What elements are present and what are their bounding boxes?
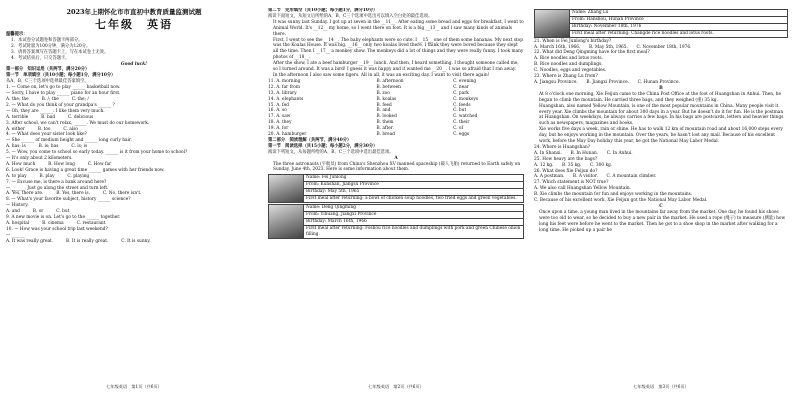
- option-c: C. of: [453, 126, 464, 132]
- option-a: 11. A. morning: [268, 78, 301, 84]
- option-b: B. koalas: [376, 96, 397, 102]
- question-line: 4. — What does your sister look like?: [6, 132, 87, 138]
- question-line: — Oh, they are ______. I like them very much.: [6, 108, 105, 114]
- option-c: C. but: [453, 108, 467, 114]
- question-line: A. A postman. B. A visitor. C. A mountain climber.: [534, 174, 657, 180]
- question-line: 10. — How was your school trip last weekend?: [6, 226, 108, 232]
- cloze-paragraph: It was sunny last Sunday. I got up at seven in the __11__. After eating some bread and eggs for breakfast, I went to Animal World. It's __12__ my home, so I went there on foot. It is a big __13__ and I saw many kinds of animals there.: [273, 19, 524, 37]
- astronaut-card-fei: [268, 174, 524, 203]
- option-a: 15. A. fed: [268, 102, 289, 108]
- question-line: — She ______ of medium height and ______ long curly hair.: [6, 138, 132, 144]
- passage-a-intro: The three astronauts (宇航员) from China's Shenzhou XV manned spaceship (载人飞船) returned to Earth safely on Sunday, June 4th, 2023. Here is some information about them.: [273, 161, 521, 173]
- section2-heading: 第二节 完形填空（共10小题；每小题1分，满分10分）: [268, 8, 378, 13]
- question-line: 22. What did Deng Qingming have for the first meal?: [534, 50, 650, 56]
- question-line: A. has; is B. is; has C. is; is: [6, 144, 88, 150]
- grade-subject: 七年级 英语: [95, 18, 173, 31]
- part1-heading: 第一部分 知识运用（共两节，满分20分）: [6, 67, 90, 73]
- question-line: A. either B. too C. also: [6, 126, 79, 132]
- option-a: 19. A. for: [268, 126, 289, 132]
- question-line: A. Rice noodles and lotus roots.: [534, 56, 603, 62]
- notice-item: 2．考试时量为100分钟，满分为120分。: [11, 43, 91, 49]
- question-line: 9. A new movie is on. Let's go to the ______ together.: [6, 215, 121, 221]
- option-c: C. near: [453, 84, 469, 90]
- card-birthday: Birthday: November 18th, 1976: [570, 24, 787, 31]
- question-line: — ______. Just go along the street and turn left.: [6, 185, 109, 191]
- option-b: B. feed: [376, 102, 392, 108]
- option-b: B. looked: [376, 114, 397, 120]
- option-a: 20. A. hamburger: [268, 132, 307, 138]
- question-line: A. Jiangsu Province. B. Jiangxi Province. C. Hunan Province.: [534, 79, 680, 85]
- option-b: B. zoo: [376, 90, 390, 96]
- question-line: 25. How heavy are the bags?: [534, 156, 598, 162]
- question-line: — History.: [6, 203, 29, 209]
- option-c: C. evening: [453, 78, 477, 84]
- option-b: B. after: [376, 126, 393, 132]
- question-line: — Sorry, I have to play ______ piano for an hour first.: [6, 91, 121, 97]
- option-b: B. between: [376, 84, 401, 90]
- question-line: A. In Shanxi. B. In Hunan. C. In Anhui.: [534, 150, 633, 156]
- astronaut-card-deng: [268, 204, 524, 239]
- page-1: [6, 8, 262, 393]
- question-line: 5. — Wow, you come to school so early today. ______ is it from your home to school?: [6, 150, 188, 156]
- question-line: A. We also call Huangshan Yellow Mountain.: [534, 186, 631, 192]
- cloze-options: [268, 79, 524, 138]
- section3-heading: 第一节 阅读选择（共15小题；每小题2分，满分30分）: [268, 143, 378, 149]
- card-from: From: Kunshan, Jiangsu Province: [304, 182, 523, 189]
- section2-instruction: 阅读下面短文，从短文后所给的A、B、C三个选项中选出可以填入空白处的最佳选项。: [268, 13, 433, 19]
- card-meal: First meal after returning: Changde rice noodles and lotus roots.: [572, 30, 714, 36]
- question-line: 8. — What's your favorite subject, history ______ science?: [6, 197, 131, 203]
- exam-title: 2023年上期怀化市市直初中教育质量监测试题: [66, 8, 202, 16]
- question-line: 1. — Come on, let's go to play ______ basketball now.: [6, 85, 121, 91]
- page-2: [268, 8, 524, 393]
- option-c: C. feeds: [453, 102, 471, 108]
- option-c: C. monkeys: [453, 96, 479, 102]
- question-line: B. Xie climbs the mountain for fun and enjoys working in the mountains.: [534, 192, 693, 198]
- question-line: A. the; the B. /; the C. the; /: [6, 96, 89, 102]
- question-line: A. It was really great. B. It is really great. C. It is sunny.: [6, 238, 151, 244]
- question-line: 7. — Excuse me, is there a bank around here?: [6, 179, 107, 185]
- question-line: A. hospital B. cinema C. restaurant: [6, 221, 106, 226]
- section3-instruction: 阅读下列短文，从每题所给的A、B、C三个选项中选出最佳选项。: [268, 149, 394, 155]
- option-a: 14. A. elephants: [268, 96, 304, 102]
- option-a: 17. A. saw: [268, 114, 291, 120]
- cloze-paragraph: In the afternoon I also saw some tigers. All in all, it was an exciting day. I want to visit there again!: [273, 72, 490, 78]
- page-footer: 七年级英语 第1页（共6页）: [106, 384, 162, 390]
- astronaut-card-zhang: [534, 9, 788, 38]
- astronaut-photo: [269, 175, 304, 202]
- option-b: B. afternoon: [376, 78, 404, 84]
- question-line: B. Rice noodles and dumplings.: [534, 62, 603, 68]
- question-line: A. to play B. play C. playing: [6, 173, 90, 179]
- card-meal: First meal after returning: a bowl of chicken soup noodles, two fried eggs and green vegetables.: [306, 196, 517, 202]
- option-b: B. and: [376, 108, 391, 114]
- notice-item: 4．考试结束后，只交答题卡。: [11, 55, 70, 61]
- astronaut-photo: [535, 10, 570, 37]
- passage-b-paragraph: Huangshan, also named Yellow Mountain, is one of the most popular mountains in China. Many people visit it every year. Xie climbs the mountain for about 300 days in a year. But he doesn't do it for fun. He is the postman at Huangshan. On weekdays, he always carries a few bags. In his bags are postcards, letters and heavier things such as newspapers, magazines and books.: [539, 103, 784, 127]
- option-a: 18. A. they: [268, 120, 292, 126]
- astronaut-photo: [269, 205, 304, 238]
- question-line: C. Because of his excellent work, Xie Feijun got the National May Labor Medal.: [534, 198, 708, 204]
- card-name: Name: Deng Qingming: [304, 205, 523, 212]
- notice-item: 1．本试卷分试题卷和答题卡两部分。: [11, 37, 83, 43]
- part2-heading: 第二部分 阅读理解（共两节，满分40分）: [268, 137, 352, 143]
- option-c: C. eggs: [453, 132, 470, 138]
- cloze-paragraph: After the show, I ate a beef hamburger __19__ lunch. And then, I heard something. I thought someone called me, so I turned around. It was a bird! I guess it was happy and it wanted me __20__. I was so afraid that I ran away.: [273, 61, 519, 73]
- notice-heading: 温馨提示：: [6, 32, 28, 37]
- card-from: From: Yihuang, Jiangxi Province: [304, 212, 523, 219]
- question-line: 23. Where is Zhang Lu from?: [534, 74, 598, 80]
- section1-instruction: 从A、B、C三个选项中选择最佳答案填空。: [6, 79, 89, 85]
- question-line: — It's only about 2 kilometers.: [6, 156, 73, 162]
- passage-b-paragraph: Xie works five days a week, rain or shine. He has to walk 12 km of mountain road and about 16,000 steps every day, but he enjoys working in the mountain. Over the years, he hasn't lost any mail. Because of his excellent work, before the May Day holiday this year, he got the National May Labor Medal.: [539, 127, 783, 145]
- page-3: [534, 8, 788, 393]
- passage-b-paragraph: At 8 o'clock one morning, Xie Feijun came to the China Post Office at the foot of Huangshan in Anhui. Then, he began to climb the mountain. He carried three bags, and they weighed (重) 35 kg.: [539, 91, 782, 103]
- option-a: 13. A. library: [268, 90, 297, 96]
- passage-b-label: B: [659, 85, 663, 91]
- question-line: 24. Where is Huangshan?: [534, 144, 591, 150]
- option-c: C. their: [453, 120, 470, 126]
- option-c: C. park: [453, 90, 469, 96]
- section1-heading: 第一节 单项填空（共10小题；每小题1分，满分10分）: [6, 73, 116, 79]
- page-footer: 七年级英语 第2页（共6页）: [368, 384, 424, 390]
- option-a: 12. A. far from: [268, 84, 300, 90]
- question-line: A. 12 kg. B. 35 kg. C. 300 kg.: [534, 162, 613, 168]
- good-luck: Good luck!: [120, 61, 148, 67]
- passage-c-paragraph: Once upon a time, a young man lived in the mountains far away from the market. One day, he found his shoes were too old to wear, so he decided to buy a new pair in the market. He used a rope (绳子) to measure (测量) how long his feet were before he went to the market. Then he got to a shoe shop in the market after walking for a long time. He picked up a pair he: [539, 209, 786, 233]
- cloze-paragraph: First, I went to see the __14__. The baby elephants were so cute. I __15__ one of them some bananas. My next stop was the Koalas House. It was big. __16__ only two koalas lived there. I think they were bored because they slept all the time. Then I __17__ a monkey show. The monkeys did a lot of things and they were really funny. I took many photos of __18__.: [273, 37, 524, 61]
- question-line: C. Noodles, eggs and vegetables.: [534, 68, 607, 74]
- question-list: [6, 85, 262, 244]
- question-line: 6. Look! Grace is having a great time ______ games with her friends now.: [6, 167, 165, 173]
- question-line: 26. What does Xie Feijun do?: [534, 168, 598, 174]
- card-name: Name: Fei Junlong: [304, 175, 523, 182]
- question-line: A. Yes, there are. B. Yes, there is. C. No, there isn't.: [6, 191, 142, 197]
- question-line: A. terrible B. bad C. delicious: [6, 114, 94, 120]
- question-line: 21. When is Fei Junlong's birthday?: [534, 38, 612, 44]
- question-line: A. and B. or C. but: [6, 209, 70, 215]
- option-a: 16. A. so: [268, 108, 287, 114]
- question-line: 2. — What do you think of your grandpa's ______ ?: [6, 102, 115, 108]
- card-name: Name: Zhang Lu: [570, 10, 787, 17]
- question-line: A. How much B. How long C. How far: [6, 161, 112, 167]
- passage-a-label: A: [394, 155, 398, 161]
- question-line: A. March 16th, 1966. B. May 5th, 1965. C. November 18th, 1976.: [534, 44, 692, 50]
- question-line: — ______: [6, 232, 25, 238]
- card-birthday: Birthday: March 16th, 1966: [304, 219, 523, 226]
- card-from: From: Hanshou, Hunan Province: [570, 17, 787, 24]
- question-line: 27. Which statement is NOT true?: [534, 180, 609, 186]
- card-birthday: Birthday: May 5th, 1965: [304, 189, 523, 196]
- card-meal: First meal after returning: Foshou rice noodles and dumplings with pork and green Chinese onion filling.: [306, 225, 521, 237]
- option-b: B. them: [376, 120, 394, 126]
- question-line: 3. After school, we can't relax, ______. We must do our homework.: [6, 120, 150, 126]
- option-c: C. watched: [453, 114, 478, 120]
- passage-c-label: C: [659, 204, 663, 209]
- notice-item: 3．请将答案填写在答题卡上，写在本试卷上无效。: [11, 49, 109, 55]
- page-footer: 七年级英语 第3页（共6页）: [633, 384, 689, 390]
- option-b: B. bread: [376, 132, 396, 138]
